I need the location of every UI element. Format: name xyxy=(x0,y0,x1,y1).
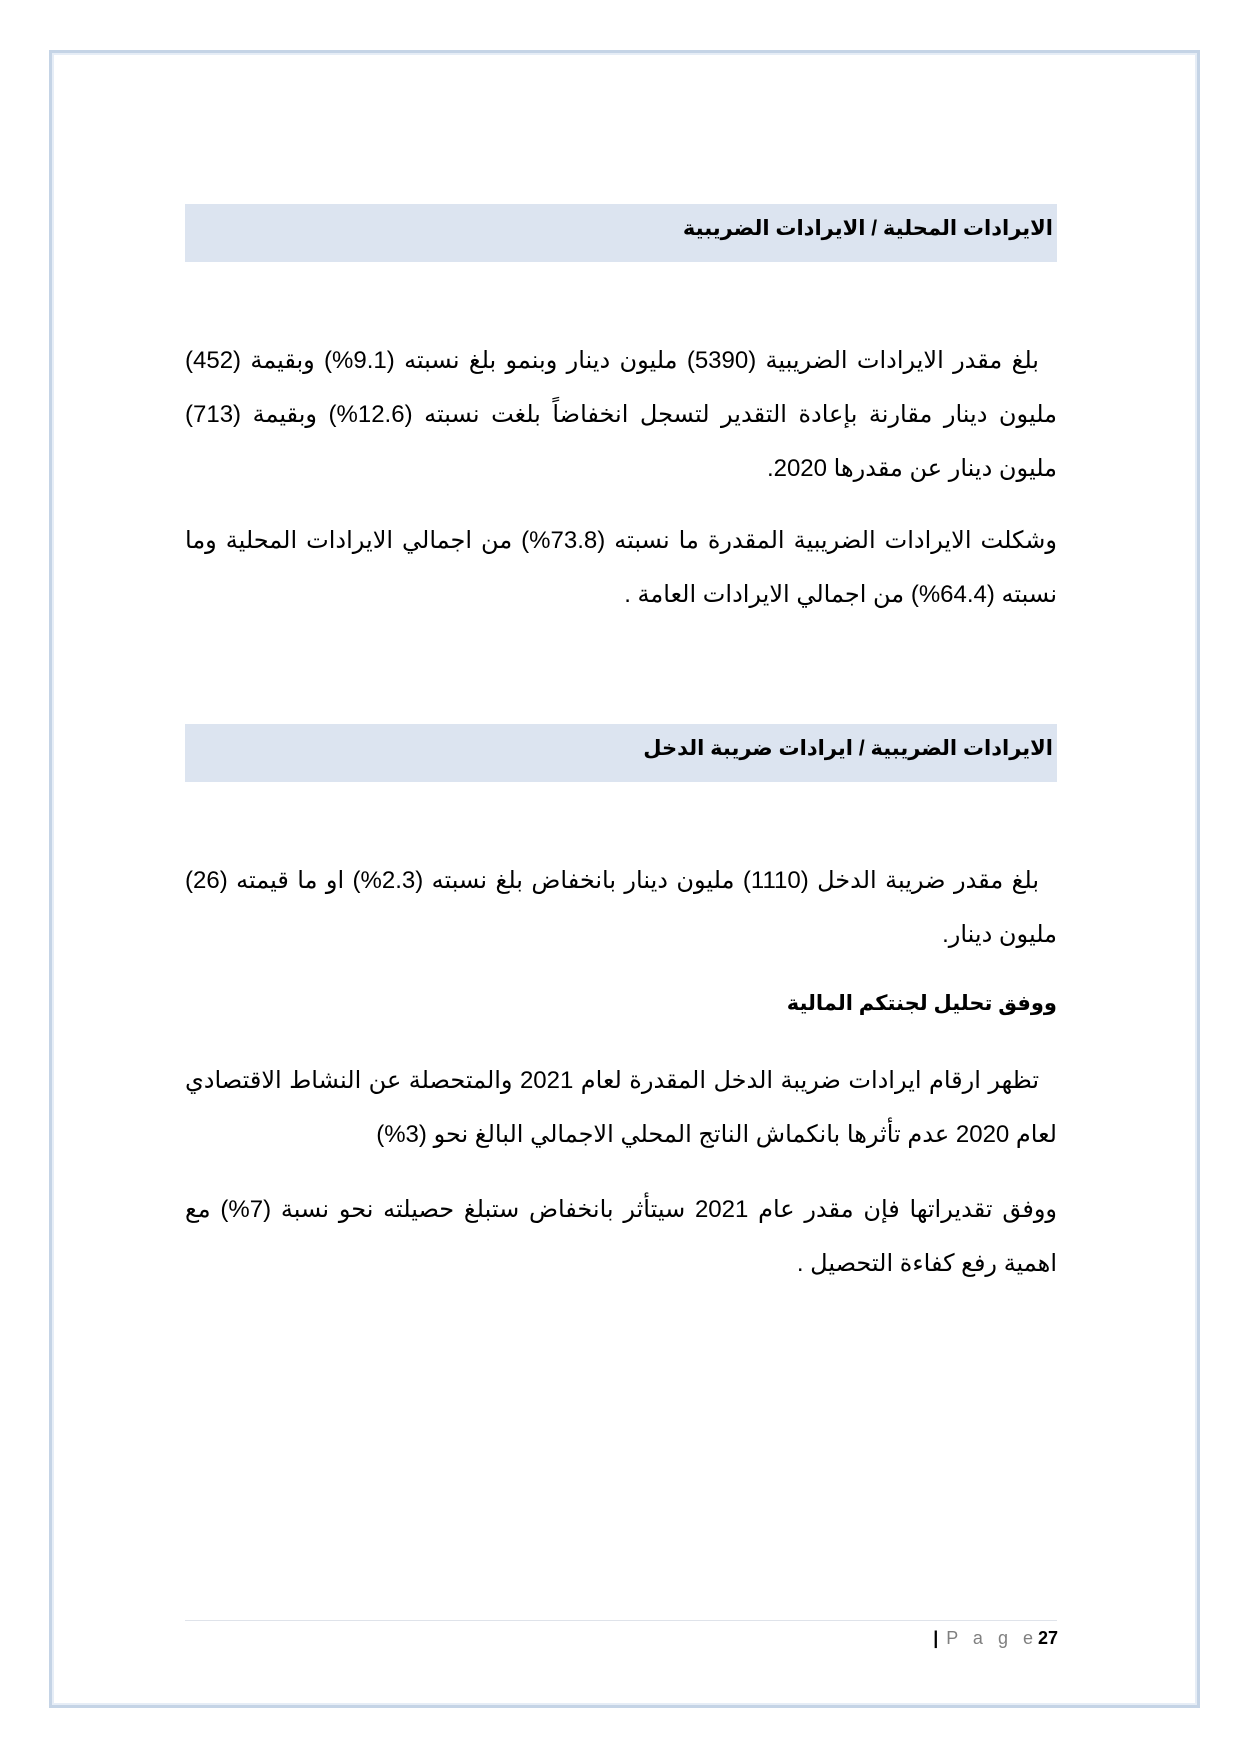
page-footer xyxy=(933,1628,1058,1649)
page-number: 27 xyxy=(1037,1628,1058,1648)
paragraph-tax-revenue-share: وشكلت الايرادات الضريبية المقدرة ما نسبته (73.8%) من اجمالي الايرادات المحلية وما نسبته (64.4%) من اجمالي الايرادات العامة . xyxy=(185,527,1058,608)
paragraph-tax-revenue-estimate: بلغ مقدر الايرادات الضريبية (5390) مليون دينار وبنمو بلغ نسبته (9.1%) وبقيمة (452) مليون دينار مقارنة بإعادة التقدير لتسجل انخفاضاً بلغت نسبته (12.6%) وبقيمة (713) مليون دينار عن مقدرها 2020. xyxy=(185,347,1057,482)
page-label: P a g e xyxy=(946,1628,1038,1648)
section-heading-income-tax xyxy=(185,724,1057,782)
footer-divider xyxy=(185,1620,1057,1621)
paragraph-income-tax-figures: تظهر ارقام ايرادات ضريبة الدخل المقدرة لعام 2021 والمتحصلة عن النشاط الاقتصادي لعام 2020 عدم تأثرها بانكماش الناتج المحلي الاجمالي البالغ نحو (3%) xyxy=(185,1067,1057,1148)
footer-separator: | xyxy=(933,1628,939,1648)
paragraph-income-tax-estimate: بلغ مقدر ضريبة الدخل (1110) مليون دينار بانخفاض بلغ نسبته (2.3%) او ما قيمته (26) مليون دينار. xyxy=(185,867,1057,948)
section-heading-tax-revenues xyxy=(185,204,1057,262)
paragraph-income-tax-forecast: ووفق تقديراتها فإن مقدر عام 2021 سيتأثر بانخفاض ستبلغ حصيلته نحو نسبة (7%) مع اهمية رفع كفاءة التحصيل . xyxy=(185,1196,1057,1277)
section-heading-text: الايرادات الضريبية / ايرادات ضريبة الدخل xyxy=(643,737,1053,760)
section-heading-text: الايرادات المحلية / الايرادات الضريبية xyxy=(682,217,1053,240)
subheading-committee-analysis: ووفق تحليل لجنتكم المالية xyxy=(786,992,1057,1015)
